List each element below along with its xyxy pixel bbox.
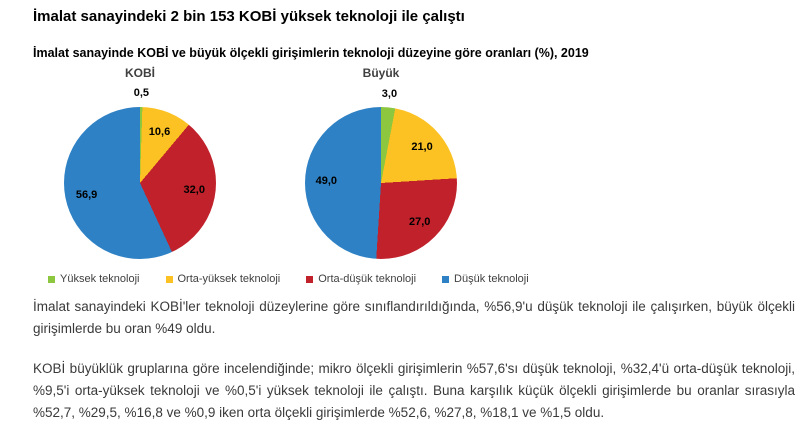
chart-legend <box>48 273 795 285</box>
legend-item-orta-dusuk-teknoloji <box>306 273 416 285</box>
pie-value-label: 21,0 <box>411 140 433 153</box>
chart-subtitle: İmalat sanayinde KOBİ ve büyük ölçekli girişimlerin teknoloji düzeyine göre oranları (%), 2019 <box>33 46 589 60</box>
legend-item-yuksek-teknoloji <box>48 273 140 285</box>
pie-value-label: 0,5 <box>133 87 150 100</box>
summary-paragraph-2: KOBİ büyüklük gruplarına göre incelendiğinde; mikro ölçekli girişimlerin %57,6'sı düşük teknoloji, %32,4'ü orta-düşük teknoloji, %9,5'i orta-yüksek teknoloji ve %0,5'i yüksek teknoloji ile çalıştı. Buna karşılık küçük ölçekli girişimlerde bu oranlar sırasıyla %52,7, %29,5, %16,8 ve %0,9 iken orta ölçekli girişimlerde %52,6, %27,8, %18,1 ve %1,5 oldu. <box>33 361 795 420</box>
pie-chart-buyuk-plot <box>305 87 457 259</box>
blue-swatch-icon <box>442 276 449 283</box>
pie-chart-kobi-plot <box>64 87 216 259</box>
pie-chart-buyuk <box>305 66 457 259</box>
pie-value-label: 49,0 <box>315 175 338 188</box>
summary-paragraph-1: İmalat sanayindeki KOBİ'ler teknoloji düzeylerine göre sınıflandırıldığında, %56,9'u düşük teknoloji ile çalışırken, büyük ölçekli girişimlerde bu oran %49 oldu. <box>33 299 795 336</box>
pie-value-label: 32,0 <box>183 184 205 197</box>
pie-chart-kobi <box>64 66 216 259</box>
legend-label: Orta-yüksek teknoloji <box>177 273 281 285</box>
legend-item-orta-yuksek-teknoloji <box>166 273 281 285</box>
pie-value-label: 27,0 <box>408 215 431 228</box>
legend-item-dusuk-teknoloji <box>442 273 529 285</box>
pie-value-label: 56,9 <box>75 188 98 201</box>
legend-label: Düşük teknoloji <box>454 273 529 285</box>
pie-charts-row <box>33 66 795 259</box>
pie-chart-kobi-title: KOBİ <box>125 66 155 80</box>
page-title: İmalat sanayindeki 2 bin 153 KOBİ yüksek teknoloji ile çalıştı <box>33 8 465 25</box>
legend-label: Yüksek teknoloji <box>60 273 140 285</box>
pie-chart-buyuk-title: Büyük <box>362 66 400 80</box>
pie-value-label: 10,6 <box>148 125 171 138</box>
legend-label: Orta-düşük teknoloji <box>318 273 417 285</box>
pie-kobi <box>64 107 216 259</box>
red-swatch-icon <box>306 276 313 283</box>
yellow-swatch-icon <box>166 276 173 283</box>
pie-value-label: 3,0 <box>381 87 398 100</box>
green-swatch-icon <box>48 276 55 283</box>
